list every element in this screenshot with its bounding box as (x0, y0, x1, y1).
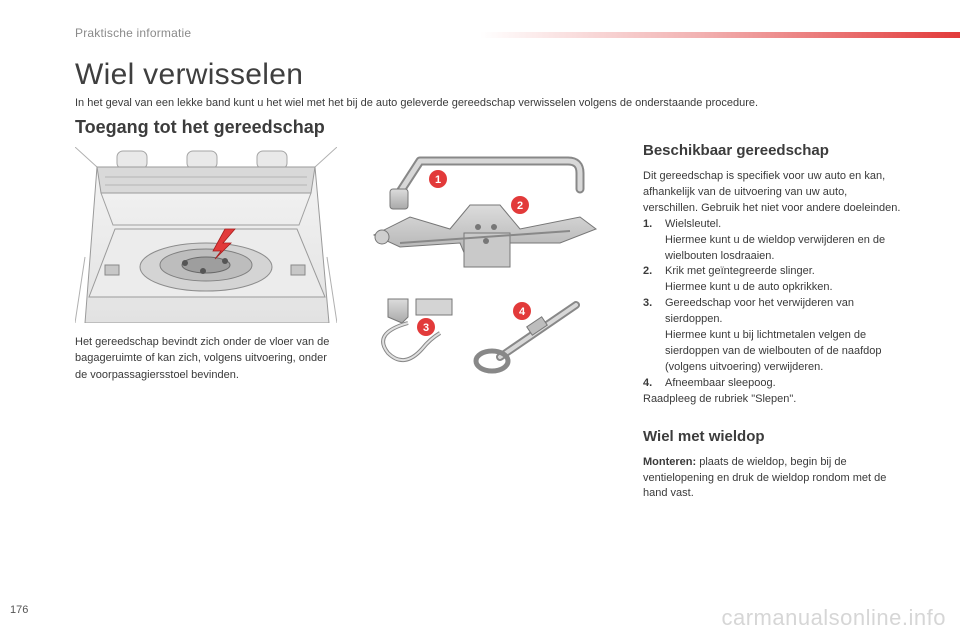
tool-description: Hiermee kunt u de wieldop verwijderen en de wielbouten losdraaien. (665, 233, 886, 262)
tool-description: Hiermee kunt u bij lichtmetalen velgen de sierdoppen van de wielbouten of de naafdop (volgens uitvoering) verwijderen. (665, 329, 882, 373)
jack-drawing (374, 205, 596, 267)
hubcap-label: Monteren: (643, 455, 697, 468)
hubcap-paragraph (643, 455, 903, 503)
page-number: 176 (10, 604, 29, 616)
access-heading: Toegang tot het gereedschap (75, 117, 325, 137)
available-tools-footer: Raadpleeg de rubriek "Slepen". (643, 392, 797, 405)
right-column (643, 142, 903, 502)
tool-item-1 (643, 217, 903, 265)
tool-name: Afneembaar sleepoog. (665, 376, 776, 389)
available-tools-heading: Beschikbaar gereedschap (643, 142, 829, 159)
header-accent-bar (480, 32, 960, 38)
callout-1 (429, 170, 447, 188)
tool-name: Wielsleutel. (665, 217, 722, 230)
page-title: Wiel verwisselen (75, 58, 304, 91)
hubcap-text: plaats de wieldop, begin bij de ventielopening en druk de wieldop rondom met de hand vast. (643, 455, 887, 500)
tools-illustration (360, 147, 610, 377)
svg-text:3: 3 (422, 322, 430, 334)
tool-number: 1. (643, 217, 653, 230)
tool-number: 4. (643, 376, 653, 389)
available-tools-intro: Dit gereedschap is specifiek voor uw auto en kan, afhankelijk van de uitvoering van uw auto, verschillen. Gebruik het niet voor andere doeleinden. (643, 170, 901, 214)
wheel-wrench-drawing (390, 161, 580, 209)
callout-4 (513, 302, 531, 320)
tool-name: Gereedschap voor het verwijderen van sierdoppen. (665, 297, 854, 326)
hubcap-heading: Wiel met wieldop (643, 427, 765, 445)
access-text: Het gereedschap bevindt zich onder de vloer van de bagageruimte of kan zich, volgens uitvoering, onder de voorpassagiersstoel bevinden. (75, 336, 330, 381)
tool-item-2 (643, 264, 903, 296)
callout-2 (511, 196, 529, 214)
tool-item-3 (643, 296, 903, 376)
section-label: Praktische informatie (75, 26, 192, 40)
svg-text:4: 4 (518, 306, 526, 318)
tool-number: 2. (643, 265, 653, 278)
tool-name: Krik met geïntegreerde slinger. (665, 265, 815, 278)
tool-list (643, 217, 903, 392)
tool-number: 3. (643, 297, 653, 310)
intro-text: In het geval van een lekke band kunt u het wiel met het bij de auto geleverde gereedschap verwisselen volgens de onderstaande procedure. (75, 97, 759, 109)
trunk-illustration (75, 147, 337, 323)
svg-text:2: 2 (516, 200, 524, 212)
svg-text:1: 1 (434, 174, 442, 186)
watermark: carmanualsonline.info (721, 605, 946, 630)
tool-description: Hiermee kunt u de auto opkrikken. (665, 281, 833, 294)
tool-item-4 (643, 376, 903, 392)
callout-3 (417, 318, 435, 336)
